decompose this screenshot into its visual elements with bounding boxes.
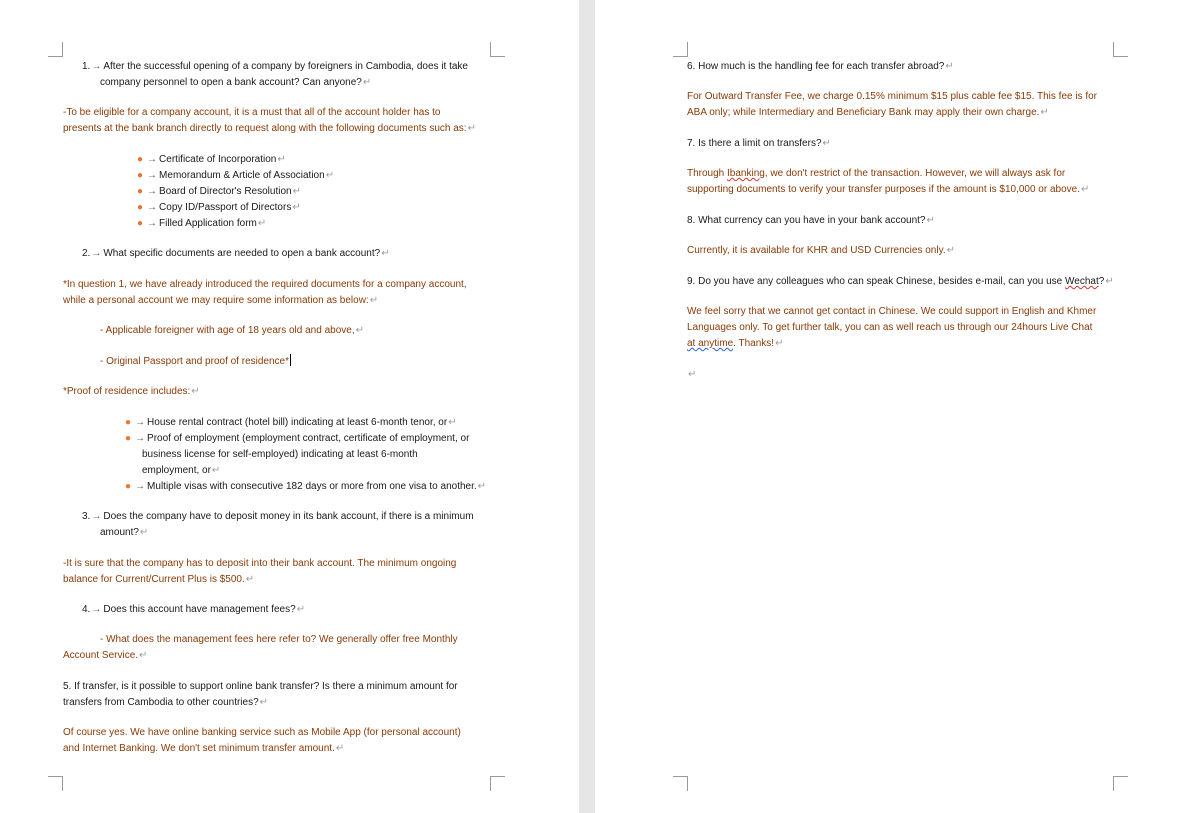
question-text: company personnel to open a bank account? Can anyone? (100, 77, 362, 88)
list-item-text: Multiple visas with consecutive 182 days or more from one visa to another. (147, 481, 477, 492)
list-number: 1. (82, 61, 91, 72)
answer-5-line-1[interactable] (63, 725, 461, 741)
answer-text: , we don't restrict of the transaction. However, we will always ask for (764, 168, 1066, 179)
answer-1-line-1[interactable] (63, 105, 440, 121)
question-3-line-2[interactable] (100, 525, 148, 541)
paragraph-mark-icon: ↵ (296, 604, 306, 615)
answer-6-line-1[interactable] (687, 89, 1097, 105)
paragraph-mark-icon: ↵ (257, 218, 267, 229)
list-item[interactable] (125, 431, 469, 447)
question-text: ? (1098, 276, 1105, 287)
paragraph-mark-icon: ↵ (448, 417, 457, 428)
list-item[interactable] (137, 216, 266, 232)
document-page-1[interactable] (0, 0, 579, 813)
crop-mark (48, 42, 63, 57)
paragraph-mark-icon: ↵ (245, 574, 255, 585)
question-9[interactable] (687, 274, 1114, 290)
answer-9-line-3[interactable] (687, 336, 783, 352)
bullet-icon: ● (137, 170, 144, 181)
question-text: amount? (100, 527, 139, 538)
paragraph-mark-icon: ↵ (1040, 107, 1049, 118)
tab-arrow-icon: → (147, 186, 158, 197)
answer-text: while a personal account we may require some information as below: (63, 295, 369, 306)
list-item[interactable] (125, 415, 457, 431)
spelling-error-word[interactable]: Ibanking (727, 168, 765, 179)
answer-text: ABA only; while Intermediary and Beneficiary Bank may apply their own charge. (687, 107, 1040, 118)
answer-7-line-2[interactable] (687, 182, 1089, 198)
question-text: 9. Do you have any colleagues who can speak Chinese, besides e-mail, can you use (687, 276, 1066, 287)
empty-paragraph[interactable] (687, 367, 696, 383)
paragraph-mark-icon: ↵ (1105, 276, 1114, 287)
crop-mark (490, 776, 505, 791)
list-item[interactable] (137, 184, 301, 200)
tab-arrow-icon: → (147, 218, 158, 229)
tab-arrow-icon: → (135, 417, 146, 428)
question-text: transfers from Cambodia to other countries? (63, 697, 259, 708)
bullet-icon: ● (125, 433, 132, 444)
paragraph-mark-icon: ↵ (259, 697, 269, 708)
crop-mark (1113, 42, 1128, 57)
tab-arrow-icon: → (91, 511, 102, 522)
bullet-icon: ● (125, 481, 132, 492)
paragraph-mark-icon: ↵ (292, 202, 301, 213)
spelling-error-word[interactable]: Wechat (1065, 276, 1099, 287)
list-item-text: Board of Director's Resolution (159, 186, 292, 197)
list-number: 4. (82, 604, 91, 615)
answer-8[interactable] (687, 243, 955, 259)
list-item-text: Filled Application form (159, 218, 257, 229)
list-number: 3. (82, 511, 91, 522)
answer-text: - What does the management fees here refer to? We generally offer free Monthly (100, 634, 458, 645)
list-item[interactable] (137, 152, 286, 168)
answer-4-line-1[interactable] (100, 632, 458, 648)
tab-arrow-icon: → (147, 154, 158, 165)
answer-1-line-2[interactable] (63, 121, 476, 137)
answer-text: and Internet Banking. We don't set minimum transfer amount. (63, 743, 335, 754)
paragraph-mark-icon: ↵ (355, 325, 364, 336)
paragraph-mark-icon: ↵ (211, 465, 221, 476)
answer-2-line-2[interactable] (63, 293, 378, 309)
crop-mark (673, 42, 688, 57)
tab-arrow-icon: → (147, 170, 158, 181)
answer-2-item-1[interactable] (100, 323, 364, 339)
answer-text: supporting documents to verify your transfer purposes if the amount is $10,000 or above. (687, 184, 1080, 195)
tab-arrow-icon: → (135, 481, 146, 492)
list-item-text: business license for self-employed) indicating at least 6-month (142, 449, 418, 460)
paragraph-mark-icon: ↵ (688, 369, 697, 380)
answer-text: Account Service. (63, 650, 139, 661)
answer-7-line-1[interactable] (687, 166, 1065, 182)
question-text: 5. If transfer, is it possible to support online bank transfer? Is there a minimum amount for (63, 681, 458, 692)
answer-text: Currently, it is available for KHR and USD Currencies only. (687, 245, 946, 256)
paragraph-mark-icon: ↵ (325, 170, 335, 181)
question-2[interactable] (82, 246, 390, 262)
question-text: 6. How much is the handling fee for each transfer abroad? (687, 61, 945, 72)
question-1-line-1[interactable] (82, 59, 468, 75)
paragraph-mark-icon: ↵ (1081, 184, 1090, 195)
answer-2-line-1[interactable] (63, 277, 467, 293)
answer-9-line-1[interactable] (687, 304, 1096, 320)
tab-arrow-icon: → (91, 61, 102, 72)
question-5-line-2[interactable] (63, 695, 268, 711)
answer-3-line-2[interactable] (63, 572, 254, 588)
question-text: 7. Is there a limit on transfers? (687, 138, 822, 149)
paragraph-mark-icon: ↵ (775, 338, 784, 349)
paragraph-mark-icon: ↵ (139, 527, 149, 538)
crop-mark (490, 42, 505, 57)
bullet-icon: ● (125, 417, 132, 428)
question-text: Does this account have management fees? (103, 604, 296, 615)
section-label: *Proof of residence includes: (63, 386, 191, 397)
list-item-text: House rental contract (hotel bill) indicating at least 6-month tenor, or (147, 417, 448, 428)
question-7[interactable] (687, 136, 831, 152)
question-1-line-2[interactable] (100, 75, 371, 91)
answer-5-line-2[interactable] (63, 741, 344, 757)
question-4[interactable] (82, 602, 305, 618)
paragraph-mark-icon: ↵ (362, 77, 372, 88)
proof-title[interactable] (63, 384, 200, 400)
list-item-text: Proof of employment (employment contract, certificate of employment, or (147, 433, 470, 444)
tab-arrow-icon: → (91, 604, 102, 615)
answer-text: *In question 1, we have already introduced the required documents for a company account, (63, 279, 467, 290)
text-cursor (290, 354, 291, 366)
tab-arrow-icon: → (147, 202, 158, 213)
paragraph-mark-icon: ↵ (945, 61, 954, 72)
list-item-continuation[interactable] (142, 463, 220, 479)
answer-text: Through (687, 168, 728, 179)
answer-6-line-2[interactable] (687, 105, 1049, 121)
list-item[interactable] (125, 479, 486, 495)
paragraph-mark-icon: ↵ (926, 215, 935, 226)
question-5-line-1[interactable] (63, 679, 458, 695)
bullet-icon: ● (137, 218, 144, 229)
answer-9-line-2[interactable] (687, 320, 1092, 336)
question-text: After the successful opening of a company by foreigners in Cambodia, does it take (103, 61, 468, 72)
list-item[interactable] (137, 200, 301, 216)
document-page-2[interactable] (595, 0, 1195, 813)
answer-text: - Original Passport and proof of residence* (100, 356, 289, 367)
answer-text: . Thanks! (733, 338, 775, 349)
bullet-icon: ● (137, 154, 144, 165)
paragraph-mark-icon: ↵ (292, 186, 301, 197)
answer-text: For Outward Transfer Fee, we charge 0.15% minimum $15 plus cable fee $15. This fee is for (687, 91, 1098, 102)
tab-arrow-icon: → (91, 248, 102, 259)
list-item[interactable] (137, 168, 334, 184)
answer-text: Languages only. To get further talk, you can as well reach us through our 24hours Live Chat (687, 322, 1093, 333)
list-item-text: Memorandum & Article of Association (159, 170, 325, 181)
paragraph-mark-icon: ↵ (277, 154, 286, 165)
question-3-line-1[interactable] (82, 509, 474, 525)
crop-mark (48, 776, 63, 791)
list-item-text: Certificate of Incorporation (159, 154, 277, 165)
answer-text: balance for Current/Current Plus is $500. (63, 574, 245, 585)
question-8[interactable] (687, 213, 935, 229)
answer-4-line-2[interactable] (63, 648, 147, 664)
answer-text: Of course yes. We have online banking service such as Mobile App (for personal account) (63, 727, 461, 738)
paragraph-mark-icon: ↵ (477, 481, 487, 492)
bullet-icon: ● (137, 202, 144, 213)
paragraph-mark-icon: ↵ (822, 138, 831, 149)
grammar-error-phrase[interactable]: at anytime (687, 338, 734, 349)
crop-mark (673, 776, 688, 791)
paragraph-mark-icon: ↵ (381, 248, 390, 259)
question-text: What specific documents are needed to open a bank account? (103, 248, 381, 259)
list-item-continuation[interactable] (142, 447, 418, 463)
question-text: 8. What currency can you have in your bank account? (687, 215, 926, 226)
page-gutter (579, 0, 595, 813)
answer-text: -To be eligible for a company account, it is a must that all of the account holder has to (63, 107, 441, 118)
paragraph-mark-icon: ↵ (369, 295, 379, 306)
answer-text: -It is sure that the company has to deposit into their bank account. The minimum ongoing (63, 558, 457, 569)
crop-mark (1113, 776, 1128, 791)
paragraph-mark-icon: ↵ (946, 245, 956, 256)
answer-text: We feel sorry that we cannot get contact in Chinese. We could support in English and Khmer (687, 306, 1097, 317)
tab-arrow-icon: → (135, 433, 146, 444)
bullet-icon: ● (137, 186, 144, 197)
list-item-text: employment, or (142, 465, 211, 476)
paragraph-mark-icon: ↵ (191, 386, 200, 397)
list-item-text: Copy ID/Passport of Directors (159, 202, 292, 213)
answer-text: presents at the bank branch directly to request along with the following documents such as: (63, 123, 467, 134)
question-text: Does the company have to deposit money in its bank account, if there is a minimum (103, 511, 474, 522)
paragraph-mark-icon: ↵ (467, 123, 476, 134)
paragraph-mark-icon: ↵ (335, 743, 345, 754)
list-number: 2. (82, 248, 91, 259)
paragraph-mark-icon: ↵ (139, 650, 148, 661)
answer-text: - Applicable foreigner with age of 18 years old and above, (100, 325, 355, 336)
answer-3-line-1[interactable] (63, 556, 456, 572)
answer-2-item-2[interactable] (100, 354, 291, 370)
question-6[interactable] (687, 59, 954, 75)
